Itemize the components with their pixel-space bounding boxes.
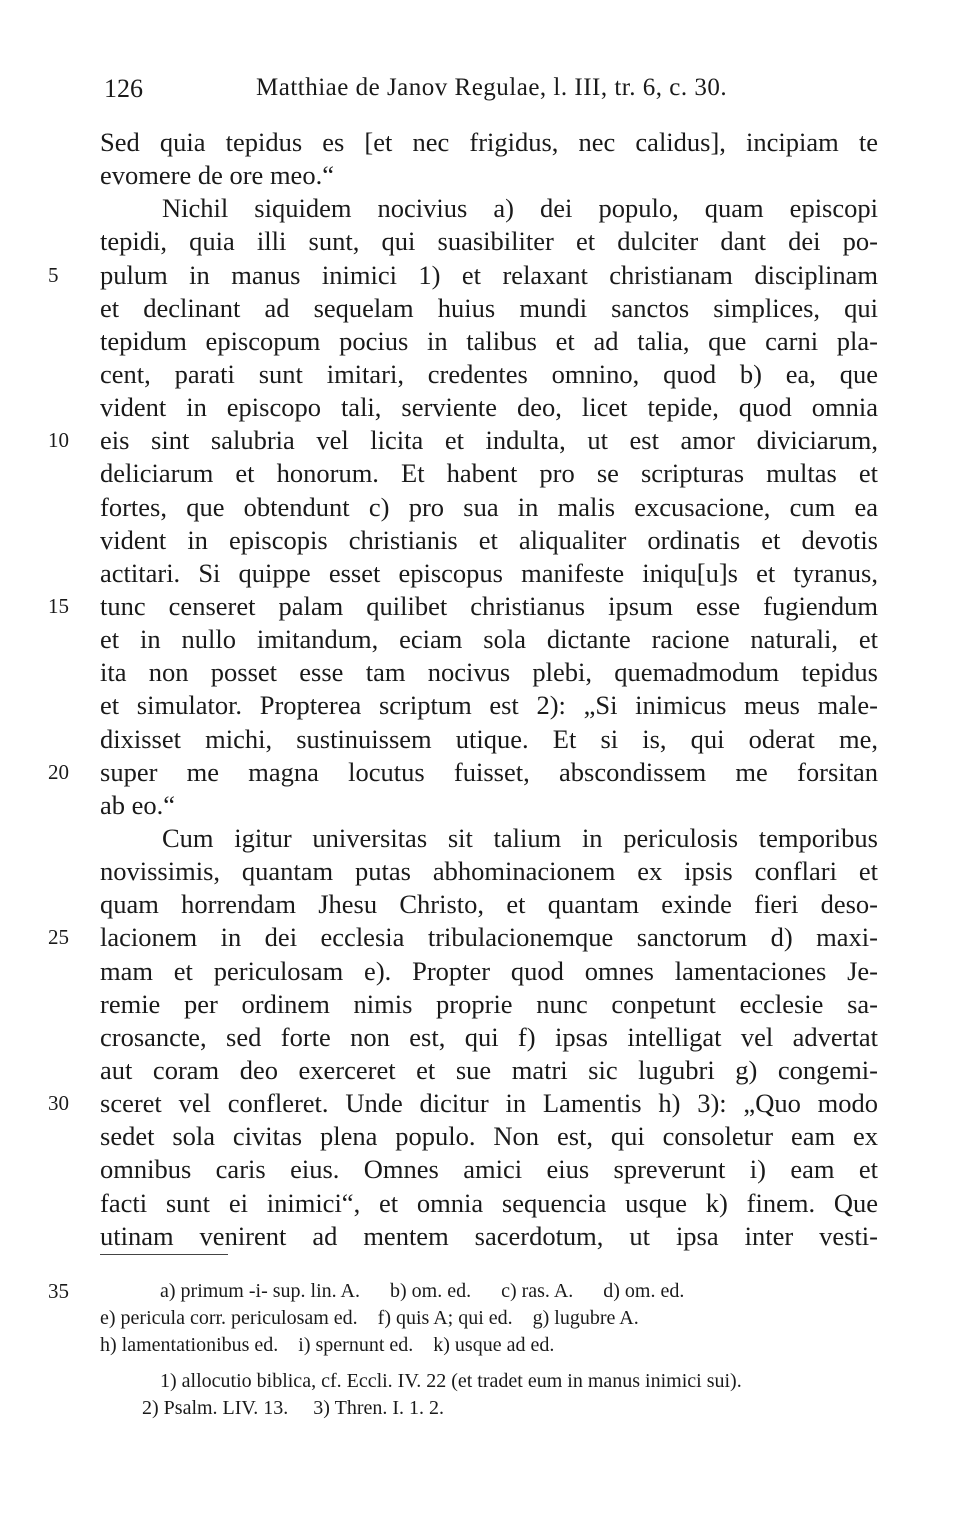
text-line [0,491,960,524]
line-text: Nichil siquidem nocivius a) dei populo, quam episcopi [162,193,878,224]
line-text: novissimis, quantam putas abhominacionem ex ipsis conflari et [100,856,878,887]
text-line [0,557,960,590]
source-text: 1) allocutio biblica, cf. Eccli. IV. 22 (et tradet eum in manus inimici sui). [160,1370,742,1392]
text-line [0,921,960,954]
text-line [0,126,960,159]
text-line [0,1220,960,1253]
page-number: 126 [104,74,143,103]
line-text: crosancte, sed forte non est, qui f) ipsas intelligat vel advertat [100,1021,878,1052]
line-text: omnibus caris eius. Omnes amici eius spreverunt i) eam et [100,1154,878,1185]
text-line [0,590,960,623]
source-line [0,1395,960,1422]
line-text: fortes, que obtendunt c) pro sua in malis excusacione, cum ea [100,491,878,522]
line-text: pulum in manus inimici 1) et relaxant christianam disciplinam [100,259,878,290]
apparatus-line [0,1305,960,1332]
line-number: 35 [48,1279,69,1303]
line-text: eis sint salubria vel licita et indulta, ut est amor diviciarum, [100,425,878,456]
text-line [0,259,960,292]
line-text: utinam venirent ad mentem sacerdotum, ut ipsa inter vesti- [100,1220,878,1251]
footnote-divider [100,1254,228,1255]
text-line [0,789,960,822]
text-line [0,988,960,1021]
apparatus-text: h) lamentationibus ed. i) spernunt ed. k) usque ad ed. [100,1334,555,1356]
text-line [0,955,960,988]
line-number: 25 [48,925,69,950]
line-number: 30 [48,1091,69,1116]
text-line [0,822,960,855]
line-text: aut coram deo exerceret et sue matri sic lugubri g) congemi- [100,1054,878,1085]
line-text: deliciarum et honorum. Et habent pro se scripturas multas et [100,458,878,489]
critical-apparatus [0,1278,960,1359]
line-text: et simulator. Propterea scriptum est 2): „Si inimicus meus male- [100,690,878,721]
line-text: cent, parati sunt imitari, credentes omnino, quod b) ea, que [100,358,878,389]
apparatus-text: e) pericula corr. periculosam ed. f) quis A; qui ed. g) lugubre A. [100,1307,639,1329]
text-line [0,855,960,888]
text-line [0,457,960,490]
text-line [0,1120,960,1153]
text-line [0,888,960,921]
text-line [0,159,960,192]
text-line [0,656,960,689]
text-line [0,756,960,789]
line-text: Sed quia tepidus es [et nec frigidus, nec calidus], incipiam te [100,127,878,157]
apparatus-line [0,1332,960,1359]
line-text: vident in episcopis christianis et aliqualiter ordinatis et devotis [100,524,878,555]
apparatus-line [0,1278,960,1305]
running-title: Matthiae de Janov Regulae, l. III, tr. 6, c. 30. [256,74,728,101]
text-line [0,325,960,358]
line-text: lacionem in dei ecclesia tribulacionemque sanctorum d) maxi- [100,922,878,953]
line-number: 15 [48,593,69,618]
line-text: vident in episcopo tali, serviente deo, licet tepide, quod omnia [100,392,878,423]
main-text [0,126,960,1253]
text-line [0,424,960,457]
line-number: 5 [48,262,59,287]
line-text: sedet sola civitas plena populo. Non est, qui consoletur eam ex [100,1121,878,1152]
source-notes [0,1368,960,1422]
text-line [0,192,960,225]
apparatus-text: a) primum -i- sup. lin. A. b) om. ed. c) ras. A. d) om. ed. [160,1280,685,1302]
text-line [0,1054,960,1087]
line-text: dixisset michi, sustinuissem utique. Et si is, qui oderat me, [100,723,878,754]
line-text: actitari. Si quippe esset episcopus manifeste iniqu[u]s et tyranus, [100,557,878,588]
line-text: tepidi, quia illi sunt, qui suasibiliter et dulciter dant dei po- [100,226,878,257]
line-text: ita non posset esse tam nocivus plebi, quemadmodum tepidus [100,657,878,688]
text-line [0,292,960,325]
text-line [0,225,960,258]
line-text: quam horrendam Jhesu Christo, et quantam exinde fieri deso- [100,889,878,920]
line-number: 10 [48,428,69,453]
line-text: sceret vel confleret. Unde dicitur in Lamentis h) 3): „Quo modo [100,1088,878,1119]
text-line [0,689,960,722]
text-line [0,524,960,557]
text-line [0,1187,960,1220]
text-line [0,1153,960,1186]
line-text: mam et periculosam e). Propter quod omnes lamentaciones Je- [100,955,878,986]
line-text: facti sunt ei inimici“, et omnia sequencia usque k) finem. Que [100,1187,878,1218]
text-line [0,391,960,424]
line-text: Cum igitur universitas sit talium in periculosis temporibus [162,822,878,853]
text-line [0,1087,960,1120]
page-header [0,74,960,106]
text-line [0,623,960,656]
line-text: evomere de ore meo.“ [100,160,334,191]
line-number: 20 [48,759,69,784]
line-text: tunc censeret palam quilibet christianus ipsum esse fugiendum [100,590,878,621]
line-text: super me magna locutus fuisset, abscondissem me forsitan [100,756,878,787]
line-text: et declinant ad sequelam huius mundi sanctos simplices, qui [100,292,878,323]
source-line [0,1368,960,1395]
line-text: et in nullo imitandum, eciam sola dictante racione naturali, et [100,624,878,655]
line-text: tepidum episcopum pocius in talibus et ad talia, que carni pla- [100,325,878,356]
source-text: 2) Psalm. LIV. 13. 3) Thren. I. 1. 2. [142,1397,445,1419]
line-text: ab eo.“ [100,789,176,820]
text-line [0,1021,960,1054]
line-text: remie per ordinem nimis proprie nunc conpetunt ecclesie sa- [100,988,878,1019]
text-line [0,723,960,756]
text-line [0,358,960,391]
